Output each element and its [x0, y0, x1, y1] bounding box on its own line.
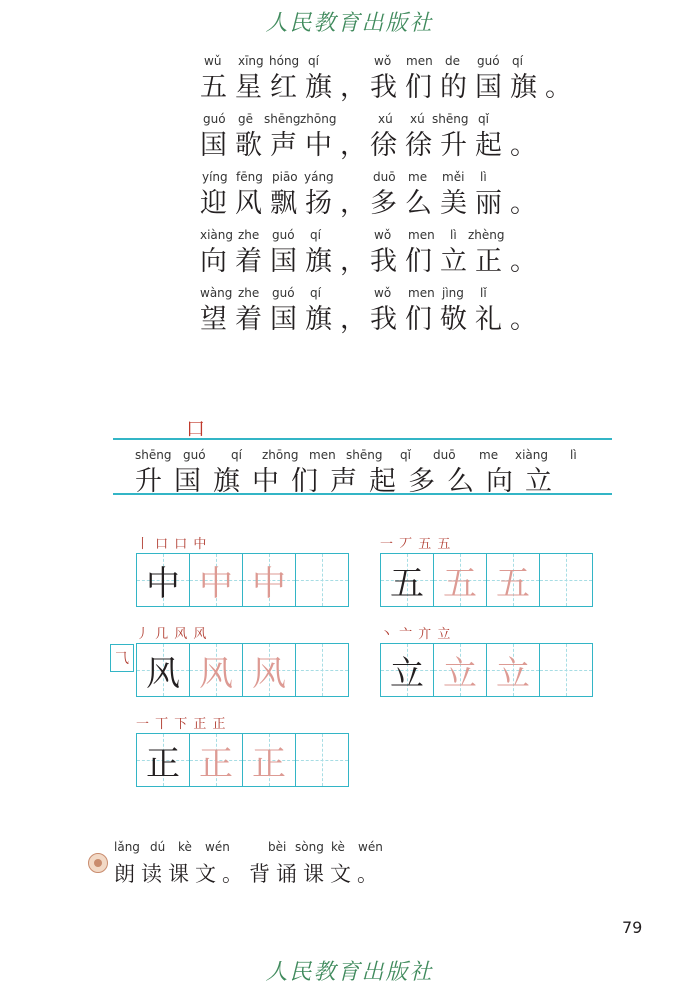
pinyin: lì [570, 448, 577, 462]
writing-grid [136, 643, 349, 697]
grid-cell [381, 644, 434, 696]
pinyin: men [408, 286, 435, 300]
task-text: 朗读课文。背诵课文。 [114, 862, 384, 886]
trace-char: 正 [252, 743, 286, 784]
stroke-order: 一 丆 五 五 [380, 537, 452, 552]
pinyin: guó [272, 228, 295, 242]
pinyin: guó [477, 54, 500, 68]
trace-char: 中 [252, 563, 286, 604]
poem-text: 五星红旗 [200, 72, 340, 103]
pinyin: me [479, 448, 499, 462]
trace-char: 风 [199, 653, 233, 694]
pinyin: xīng [238, 54, 264, 68]
pinyin: shēng [135, 448, 172, 462]
model-char: 立 [390, 653, 424, 694]
stroke-order: 丿 几 风 风 [136, 627, 208, 642]
pinyin: wàng [200, 286, 233, 300]
pinyin: shēng [432, 112, 469, 126]
pinyin: de [445, 54, 460, 68]
punctuation: 。 [545, 72, 580, 103]
poem-text: 望着国旗 [200, 304, 340, 335]
poem-line-left [200, 52, 375, 104]
publisher-logo-top: 人民教育出版社 [265, 11, 434, 36]
poem-text: 国歌声中 [200, 130, 340, 161]
pinyin: xiàng [200, 228, 234, 242]
pinyin: xú [378, 112, 393, 126]
vocab-rule-bottom [113, 493, 612, 495]
punctuation: 。 [510, 130, 545, 161]
pinyin: qí [308, 54, 319, 68]
poem-line-left [200, 110, 375, 162]
trace-char: 五 [496, 563, 530, 604]
pinyin: dú [150, 840, 166, 854]
pinyin: fēng [236, 170, 263, 184]
trace-char: 立 [443, 653, 477, 694]
grid-cell-blank [540, 554, 592, 606]
pinyin: lǐ [480, 286, 487, 300]
pinyin: lì [450, 228, 457, 242]
poem-line-right [370, 110, 545, 162]
pinyin: duō [373, 170, 396, 184]
pinyin: guó [203, 112, 226, 126]
trace-char: 正 [199, 743, 233, 784]
pinyin: lǎng [114, 840, 140, 854]
pinyin: zhōng [262, 448, 299, 462]
pinyin: jìng [442, 286, 464, 300]
pinyin: zhōng [300, 112, 337, 126]
grid-cell [190, 734, 243, 786]
pinyin: duō [433, 448, 456, 462]
model-char: 中 [146, 563, 180, 604]
poem-line-right [370, 168, 545, 220]
pinyin: kè [331, 840, 345, 854]
pinyin: xiàng [515, 448, 549, 462]
grid-cell [381, 554, 434, 606]
pinyin: wǒ [374, 228, 392, 242]
grid-cell [487, 644, 540, 696]
punctuation: ， [340, 304, 375, 335]
writing-grid [136, 553, 349, 607]
poem-line-left [200, 226, 375, 278]
poem-text: 迎风飘扬 [200, 188, 340, 219]
writing-block-zheng [136, 713, 349, 787]
grid-cell [487, 554, 540, 606]
pinyin: men [408, 228, 435, 242]
grid-cell-blank [296, 554, 348, 606]
pinyin: wǔ [204, 54, 222, 68]
vocab-row [135, 446, 577, 498]
grid-cell-blank [296, 734, 348, 786]
pinyin: shēng [346, 448, 383, 462]
grid-cell-blank [296, 644, 348, 696]
section-mark: 口 [186, 418, 206, 440]
pinyin: guó [183, 448, 206, 462]
grid-cell [137, 644, 190, 696]
punctuation: 。 [510, 304, 545, 335]
stroke-order: 丨 口 口 中 [136, 537, 208, 552]
stroke-order: 一 丅 下 正 正 [136, 717, 227, 732]
poem-line-right [370, 52, 580, 104]
pinyin: piāo [272, 170, 298, 184]
poem-line-left [200, 284, 375, 336]
model-char: 正 [146, 743, 180, 784]
grid-cell [243, 734, 296, 786]
pinyin: zhèng [468, 228, 505, 242]
pinyin: yáng [304, 170, 334, 184]
pinyin: kè [178, 840, 192, 854]
pinyin: qǐ [478, 112, 489, 126]
reading-task-icon [88, 853, 108, 873]
pinyin: xú [410, 112, 425, 126]
grid-cell [434, 644, 487, 696]
grid-cell [137, 734, 190, 786]
writing-grid [380, 553, 593, 607]
pinyin: wén [205, 840, 230, 854]
writing-block-zhong [136, 533, 349, 607]
poem-text: 我们敬礼 [370, 304, 510, 335]
writing-grid [380, 643, 593, 697]
grid-cell [190, 644, 243, 696]
page-number: 79 [622, 918, 643, 937]
pinyin: shēng [264, 112, 301, 126]
punctuation: ， [340, 130, 375, 161]
pinyin: qí [231, 448, 242, 462]
trace-char: 风 [252, 653, 286, 694]
vocab-rule-top [113, 438, 612, 440]
model-char: 风 [146, 653, 180, 694]
writing-block-feng [136, 623, 349, 697]
grid-cell [190, 554, 243, 606]
pinyin: wén [358, 840, 383, 854]
pinyin: qí [310, 286, 321, 300]
poem-text: 我们的国旗 [370, 72, 545, 103]
pinyin: zhe [238, 286, 260, 300]
trace-char: 中 [199, 563, 233, 604]
poem-text: 徐徐升起 [370, 130, 510, 161]
poem-line-left [200, 168, 375, 220]
poem-text: 我们立正 [370, 246, 510, 277]
pinyin: gē [238, 112, 253, 126]
poem-text: 多么美丽 [370, 188, 510, 219]
pinyin: lì [480, 170, 487, 184]
pinyin: me [408, 170, 428, 184]
punctuation: 。 [510, 246, 545, 277]
publisher-logo-bottom: 人民教育出版社 [265, 960, 434, 985]
pinyin: zhe [238, 228, 260, 242]
pinyin: wǒ [374, 286, 392, 300]
pinyin: qí [310, 228, 321, 242]
trace-char: 立 [496, 653, 530, 694]
pinyin: yíng [202, 170, 228, 184]
pinyin: sòng [295, 840, 324, 854]
pinyin: bèi [268, 840, 287, 854]
grid-cell-blank [540, 644, 592, 696]
grid-cell [243, 644, 296, 696]
punctuation: ， [340, 246, 375, 277]
model-char: 五 [390, 563, 424, 604]
punctuation: ， [340, 72, 375, 103]
pinyin: wǒ [374, 54, 392, 68]
pinyin: men [406, 54, 433, 68]
poem-line-right [370, 226, 545, 278]
pinyin: qǐ [400, 448, 411, 462]
grid-cell [243, 554, 296, 606]
pinyin: qí [512, 54, 523, 68]
poem-text: 向着国旗 [200, 246, 340, 277]
writing-block-li [380, 623, 593, 697]
pinyin: hóng [269, 54, 300, 68]
pinyin: men [309, 448, 336, 462]
grid-cell [434, 554, 487, 606]
writing-block-wu [380, 533, 593, 607]
vocab-characters: 升国旗中们声起多么向立 [135, 466, 564, 497]
punctuation: 。 [510, 188, 545, 219]
pinyin: měi [442, 170, 465, 184]
writing-grid [136, 733, 349, 787]
poem-line-right [370, 284, 545, 336]
stroke-order: 丶 亠 亣 立 [380, 627, 452, 642]
grid-cell [137, 554, 190, 606]
pinyin: guó [272, 286, 295, 300]
radical-box: ⺄ [110, 644, 134, 672]
punctuation: ， [340, 188, 375, 219]
trace-char: 五 [443, 563, 477, 604]
